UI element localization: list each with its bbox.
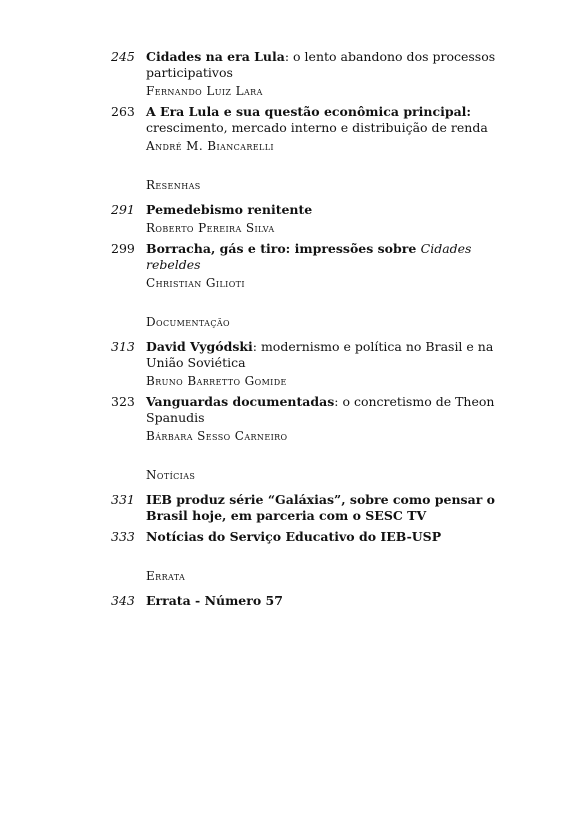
entry-title-bold: IEB produz série “Galáxias”, sobre como pensar o Brasil hoje, em parceria com o SESC TV bbox=[146, 492, 495, 523]
section-heading-documentacao: Documentação bbox=[146, 315, 231, 329]
section-heading-noticias: Notícias bbox=[146, 468, 196, 482]
toc-entry bbox=[111, 339, 511, 389]
toc-entry bbox=[111, 394, 511, 444]
entry-author: Bruno Barretto Gomide bbox=[146, 374, 287, 388]
toc-entry bbox=[111, 593, 511, 609]
entry-author: Christian Gilioti bbox=[146, 276, 245, 290]
entry-author: Bárbara Sesso Carneiro bbox=[146, 429, 288, 443]
entry-author: André M. Biancarelli bbox=[146, 139, 274, 153]
page-number: 331 bbox=[111, 492, 135, 507]
entry-title-bold: Notícias do Serviço Educativo do IEB-USP bbox=[146, 529, 442, 544]
page-number: 333 bbox=[111, 529, 135, 544]
entry-title-rest: : modernismo e política no Brasil e na União Soviética bbox=[146, 339, 494, 370]
entry-title-rest: : o lento abandono dos processos participativos bbox=[146, 49, 496, 80]
section-heading-errata: Errata bbox=[146, 569, 186, 583]
entry-title-bold: Pemedebismo renitente bbox=[146, 202, 313, 217]
page-number: 313 bbox=[111, 339, 135, 354]
entry-title bbox=[146, 339, 511, 371]
entry-title bbox=[146, 104, 511, 136]
entry-title bbox=[146, 529, 511, 545]
entry-title-bold: Borracha, gás e tiro: impressões sobre bbox=[146, 241, 421, 256]
entry-title bbox=[146, 394, 511, 426]
section-heading-resenhas: Resenhas bbox=[146, 178, 201, 192]
entry-title bbox=[146, 492, 511, 524]
page-number: 263 bbox=[111, 104, 135, 119]
table-of-contents bbox=[111, 49, 511, 614]
entry-title bbox=[146, 241, 511, 273]
toc-entry bbox=[111, 529, 511, 545]
entry-title-bold: A Era Lula e sua questão econômica principal: bbox=[146, 104, 472, 119]
page-number: 323 bbox=[111, 394, 135, 409]
toc-entry bbox=[111, 202, 511, 236]
entry-title-italic: Cidades rebeldes bbox=[146, 241, 472, 272]
page-number: 343 bbox=[111, 593, 135, 608]
page-number: 291 bbox=[111, 202, 135, 217]
entry-title-bold: David Vygódski bbox=[146, 339, 253, 354]
page-number: 245 bbox=[111, 49, 135, 64]
toc-entry bbox=[111, 104, 511, 154]
entry-title-rest: crescimento, mercado interno e distribuição de renda bbox=[146, 120, 488, 135]
entry-title bbox=[146, 593, 511, 609]
page-number: 299 bbox=[111, 241, 135, 256]
toc-entry bbox=[111, 492, 511, 524]
entry-title bbox=[146, 49, 511, 81]
entry-title-bold: Vanguardas documentadas bbox=[146, 394, 335, 409]
entry-title-bold: Cidades na era Lula bbox=[146, 49, 285, 64]
entry-author: Roberto Pereira Silva bbox=[146, 221, 275, 235]
toc-entry bbox=[111, 241, 511, 291]
entry-author: Fernando Luiz Lara bbox=[146, 84, 263, 98]
entry-title-bold: Errata - Número 57 bbox=[146, 593, 283, 608]
entry-title-rest: : o concretismo de Theon Spanudis bbox=[146, 394, 495, 425]
entry-title bbox=[146, 202, 511, 218]
toc-entry bbox=[111, 49, 511, 99]
